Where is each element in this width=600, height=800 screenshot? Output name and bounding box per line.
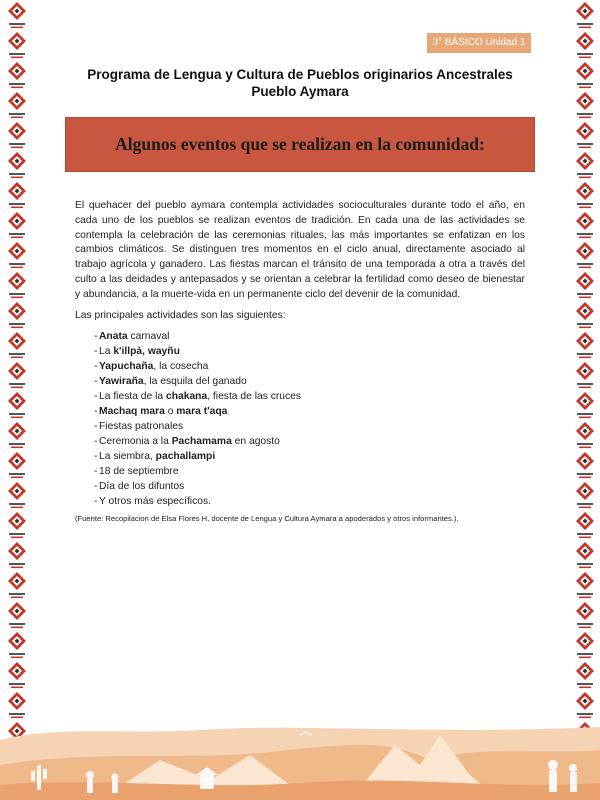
activity-term: Machaq mara: [99, 406, 165, 418]
activity-term: Yapuchaña: [99, 361, 154, 373]
activity-text: , la cosecha: [153, 361, 209, 373]
decorative-border-left: [6, 0, 28, 800]
activity-item: [75, 419, 525, 434]
decorative-border-right: [574, 0, 596, 800]
activity-item: [75, 404, 525, 419]
bullet-dash: -: [94, 436, 98, 448]
list-intro: Las principales actividades son las siguientes:: [75, 309, 286, 321]
bullet-dash: -: [94, 466, 98, 478]
activity-text: 18 de septiembre: [99, 466, 179, 478]
header-people-title: Pueblo Aymara: [251, 84, 349, 99]
activity-text: Y otros más específicos.: [99, 496, 211, 508]
activity-term: Yawiraña: [99, 376, 144, 388]
bullet-dash: -: [94, 496, 98, 508]
bullet-dash: -: [94, 406, 98, 418]
activity-term: mara t'aqa: [176, 406, 228, 418]
bullet-dash: -: [94, 361, 98, 373]
activity-term: pachallampi: [155, 451, 216, 463]
bullet-dash: -: [94, 451, 98, 463]
activity-text: , fiesta de las cruces: [207, 391, 302, 403]
activity-text: Día de los difuntos: [99, 481, 185, 493]
bullet-dash: -: [94, 376, 98, 388]
bullet-dash: -: [94, 421, 98, 433]
activity-text: La siembra,: [99, 451, 156, 463]
activity-text: carnaval: [127, 331, 170, 343]
footer-landscape-illustration: [0, 705, 600, 800]
bullet-dash: -: [94, 391, 98, 403]
activity-item: [75, 344, 525, 359]
document-header: [40, 66, 560, 100]
section-banner: [65, 117, 535, 172]
header-program-title: Programa de Lengua y Cultura de Pueblos originarios Ancestrales: [87, 67, 513, 82]
activity-term: Anata: [99, 331, 128, 343]
activity-item: [75, 464, 525, 479]
bullet-dash: -: [94, 481, 98, 493]
activity-text: en agosto: [231, 436, 280, 448]
section-title: Algunos eventos que se realizan en la comunidad:: [115, 134, 485, 154]
grade-unit-tab: 3° BÁSICO Unidad 1: [427, 33, 531, 53]
activity-term: chakana: [165, 391, 208, 403]
source-note: (Fuente: Recopilacion de Elsa Flores H, docente de Lengua y Cultura Aymara a apoderados y otros informantes.).: [75, 514, 459, 524]
activity-list: [75, 329, 525, 509]
activity-item: [75, 374, 525, 389]
activity-term: Pachamama: [171, 436, 232, 448]
activity-item: [75, 434, 525, 449]
activity-text: o: [164, 406, 177, 418]
activity-text: La fiesta de la: [99, 391, 166, 403]
bullet-dash: -: [94, 331, 98, 343]
activity-item: [75, 359, 525, 374]
activity-item: [75, 479, 525, 494]
intro-paragraph: El quehacer del pueblo aymara contempla actividades socioculturales durante todo el año, en cada uno de los pueblos se realizan eventos de tradición. En cada una de las actividades se contempla la celebración de las ceremonias rituales, las más importantes se enfatizan en los cambios climáticos. Se distinguen tres momentos en el ciclo anual, directamente asociado al trabajo agrícola y ganadero. Las fiestas marcan el tránsito de una temporada a otra a través del culto a las deidades y antepasados y se orientan a celebrar la fertilidad como deseo de bienestar y abundancia, a la muerte-vida en un permanente ciclo del devenir de la comunidad.: [75, 200, 525, 300]
activity-item: [75, 389, 525, 404]
activity-text: Ceremonia a la: [99, 436, 172, 448]
activity-text: Fiestas patronales: [99, 421, 184, 433]
activity-text: La: [99, 346, 114, 358]
activity-item: [75, 494, 525, 509]
document-body: [75, 199, 525, 524]
activity-item: [75, 329, 525, 344]
activity-term: k'illpà, wayñu: [113, 346, 180, 358]
activity-item: [75, 449, 525, 464]
bullet-dash: -: [94, 346, 98, 358]
activity-text: , la esquila del ganado: [143, 376, 247, 388]
